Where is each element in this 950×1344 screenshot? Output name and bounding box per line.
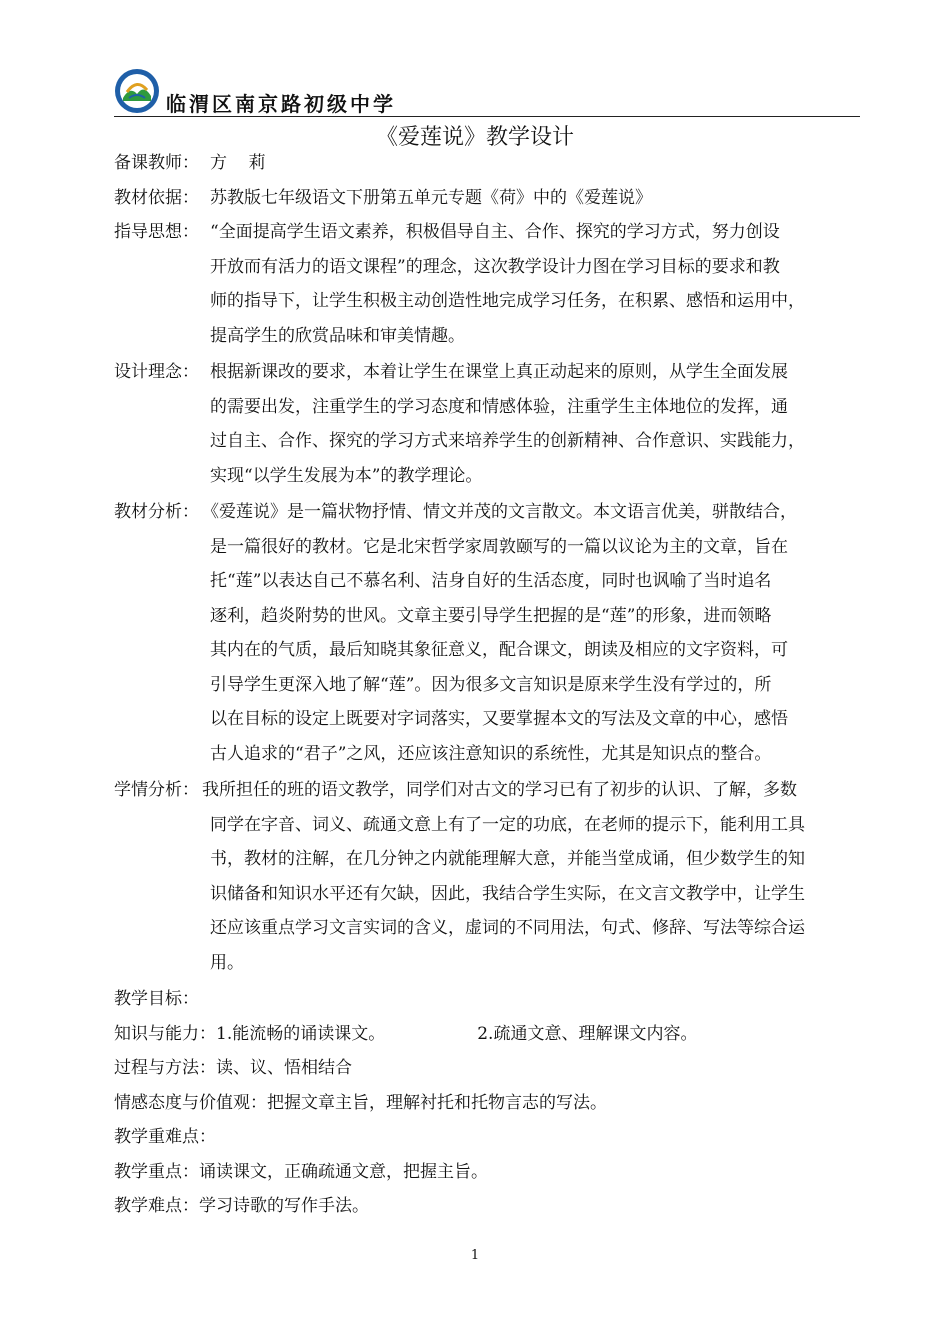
knowledge-row (114, 1017, 860, 1052)
analysis-line: 托“莲”以表达自己不慕名利、洁身自好的生活态度，同时也讽喻了当时追名 (210, 571, 772, 591)
learner-line: 我所担任的班的语文教学，同学们对古文的学习已有了初步的认识、了解，多数 (202, 780, 797, 800)
page-header (114, 68, 860, 120)
teacher-value: 方 莉 (210, 153, 266, 173)
concept-label: 设计理念： (114, 362, 199, 382)
guiding-line: 提高学生的欣赏品味和审美情趣。 (210, 325, 465, 346)
learner-line: 同学在字音、词义、疏通文意上有了一定的功底，在老师的提示下，能利用工具 (210, 814, 805, 835)
analysis-line: 是一篇很好的教材。它是北宋哲学家周敦颐写的一篇以议论为主的文章，旨在 (210, 536, 788, 557)
document-body (114, 146, 860, 1224)
concept-line: 过自主、合作、探究的学习方式来培养学生的创新精神、合作意识、实践能力， (210, 431, 805, 451)
teacher-label: 备课教师： (114, 153, 199, 173)
learner-line: 识储备和知识水平还有欠缺，因此，我结合学生实际，在文言文教学中，让学生 (210, 883, 805, 904)
school-emblem-icon (114, 68, 160, 114)
guiding-row (114, 215, 860, 250)
learner-label: 学情分析： (114, 780, 199, 800)
knowledge-objective-a: 1.能流畅的诵读课文。 (216, 1023, 386, 1044)
basis-label: 教材依据： (114, 187, 199, 208)
learner-row (114, 773, 860, 808)
knowledge-label: 知识与能力： (114, 1023, 216, 1044)
concept-line: 根据新课改的要求，本着让学生在课堂上真正动起来的原则，从学生全面发展 (210, 362, 788, 382)
learner-line: 还应该重点学习文言实词的含义，虚词的不同用法，句式、修辞、写法等综合运 (210, 918, 805, 938)
teacher-row (114, 146, 860, 181)
analysis-line: 其内在的气质，最后知晓其象征意义，配合课文，朗读及相应的文字资料，可 (210, 640, 788, 660)
basis-row (114, 181, 860, 216)
analysis-line: 引导学生更深入地了解“莲”。因为很多文言知识是原来学生没有学过的，所 (210, 674, 772, 695)
guiding-line: “全面提高学生语文素养，积极倡导自主、合作、探究的学习方式，努力创设 (210, 222, 780, 242)
school-name: 临渭区南京路初级中学 (166, 92, 396, 116)
analysis-line: 古人追求的“君子”之风，还应该注意知识的系统性，尤其是知识点的整合。 (210, 743, 772, 764)
basis-value: 苏教版七年级语文下册第五单元专题《荷》中的《爱莲说》 (210, 187, 652, 208)
concept-line: 的需要出发，注重学生的学习态度和情感体验，注重学生主体地位的发挥，通 (210, 396, 788, 417)
header-rule (114, 116, 860, 117)
learner-line: 用。 (210, 952, 244, 973)
concept-row (114, 355, 860, 390)
difficult-point: 教学难点：学习诗歌的写作手法。 (114, 1196, 369, 1216)
analysis-row (114, 495, 860, 530)
analysis-label: 教材分析： (114, 502, 199, 522)
guiding-line: 师的指导下，让学生积极主动创造性地完成学习任务，在积累、感悟和运用中， (210, 291, 805, 311)
emotion-objective: 情感态度与价值观：把握文章主旨，理解衬托和托物言志的写法。 (114, 1092, 607, 1113)
analysis-line: 以在目标的设定上既要对字词落实，又要掌握本文的写法及文章的中心，感悟 (210, 709, 788, 729)
analysis-line: 《爱莲说》是一篇状物抒情、情文并茂的文言散文。本文语言优美，骈散结合， (202, 502, 797, 522)
document-title: 《爱莲说》教学设计 (375, 125, 574, 150)
analysis-line: 逐利，趋炎附势的世风。文章主要引导学生把握的是“莲”的形象，进而领略 (210, 605, 772, 626)
knowledge-objective-b: 2.疏通文意、理解课文内容。 (477, 1023, 698, 1044)
guiding-line: 开放而有活力的语文课程”的理念，这次教学设计力图在学习目标的要求和教 (210, 256, 780, 277)
process-objective: 过程与方法：读、议、悟相结合 (114, 1058, 352, 1078)
objectives-heading: 教学目标： (114, 989, 199, 1009)
concept-line: 实现“以学生发展为本”的教学理论。 (210, 465, 483, 486)
keypoints-heading: 教学重难点： (114, 1127, 216, 1147)
guiding-label: 指导思想： (114, 222, 199, 242)
key-point: 教学重点：诵读课文，正确疏通文意，把握主旨。 (114, 1161, 488, 1182)
learner-line: 书，教材的注解，在几分钟之内就能理解大意，并能当堂成诵，但少数学生的知 (210, 849, 805, 869)
page-number: 1 (470, 1248, 480, 1263)
